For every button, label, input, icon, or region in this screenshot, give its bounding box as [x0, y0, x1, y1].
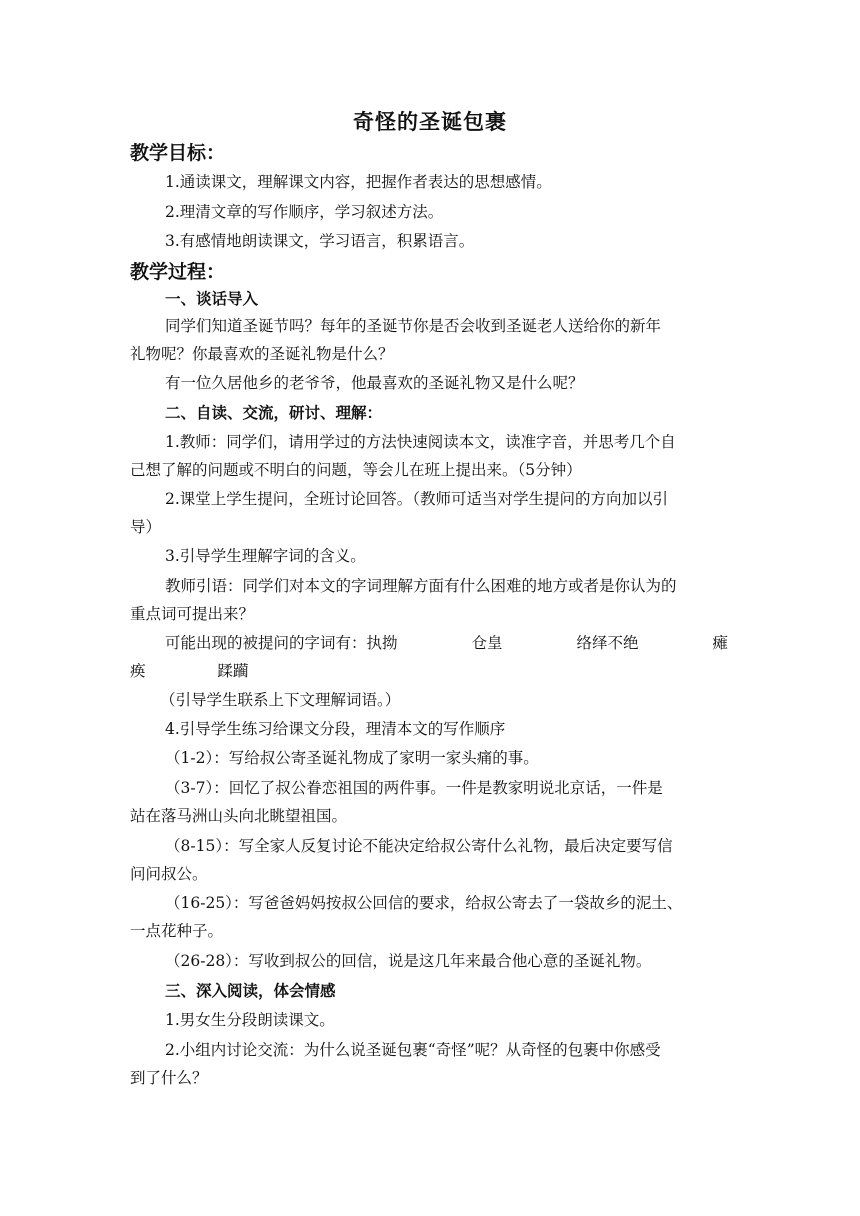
list-item: 到了什么？ — [130, 1069, 208, 1087]
goal-item-3: 3.有感情地朗读课文，学习语言，积累语言。 — [165, 232, 475, 250]
paragraph: 有一位久居他乡的老爷爷，他最喜欢的圣诞礼物又是什么呢？ — [165, 374, 584, 392]
vocab-word: 蹂躏 — [217, 662, 249, 680]
vocab-line — [130, 659, 248, 681]
list-item: 3.引导学生理解字词的含义。 — [165, 547, 366, 565]
list-item: 2.小组内讨论交流：为什么说圣诞包裹“奇怪”呢？从奇怪的包裹中你感受 — [165, 1041, 661, 1059]
paragraph: 同学们知道圣诞节吗？每年的圣诞节你是否会收到圣诞老人送给你的新年 — [165, 317, 662, 335]
paragraph: （引导学生联系上下文理解词语。） — [160, 691, 401, 709]
list-item: 己想了解的问题或不明白的问题，等会儿在班上提出来。（5分钟） — [130, 461, 582, 479]
section-1-heading: 一、谈话导入 — [165, 290, 259, 308]
list-item: 1.男女生分段朗读课文。 — [165, 1011, 335, 1029]
paragraph: 礼物呢？你最喜欢的圣诞礼物是什么？ — [130, 345, 394, 363]
vocab-word: 络绎不绝 — [576, 634, 639, 652]
list-item: 2.课堂上学生提问，全班讨论回答。（教师可适当对学生提问的方向加以引 — [165, 490, 669, 508]
section-2-heading: 二、自读、交流，研讨、理解： — [165, 404, 383, 422]
segment-line: （16-25）：写爸爸妈妈按叔公回信的要求，给叔公寄去了一袋故乡的泥土、 — [165, 894, 683, 912]
segment-line: 问问叔公。 — [130, 865, 208, 883]
section-3-heading: 三、深入阅读，体会情感 — [165, 982, 336, 1000]
goal-item-2: 2.理清文章的写作顺序，学习叙述方法。 — [165, 203, 444, 221]
segment-line: （1-2）：写给叔公寄圣诞礼物成了家明一家头痛的事。 — [165, 749, 539, 767]
segment-line: （8-15）：写全家人反复讨论不能决定给叔公寄什么礼物，最后决定要写信 — [165, 837, 673, 855]
segment-line: （26-28）：写收到叔公的回信，说是这几年来最合他心意的圣诞礼物。 — [165, 952, 652, 970]
process-heading: 教学过程： — [130, 261, 226, 283]
list-item: 1.教师：同学们，请用学过的方法快速阅读本文，读准字音，并思考几个自 — [165, 433, 676, 451]
list-item: 导） — [130, 518, 162, 536]
vocab-line — [165, 631, 728, 653]
vocab-word: 瘫 — [712, 634, 728, 652]
vocab-label: 可能出现的被提问的字词有：执拗 — [165, 634, 398, 652]
list-item: 4.引导学生练习给课文分段，理清本文的写作顺序 — [165, 720, 506, 738]
vocab-word: 痪 — [130, 662, 146, 680]
segment-line: 站在落马洲山头向北眺望祖国。 — [130, 807, 348, 825]
segment-line: 一点花种子。 — [130, 922, 224, 940]
document-title: 奇怪的圣诞包裹 — [353, 110, 507, 134]
paragraph: 教师引语：同学们对本文的字词理解方面有什么困难的地方或者是你认为的 — [165, 577, 677, 595]
goals-heading: 教学目标： — [130, 142, 226, 164]
segment-line: （3-7）：回忆了叔公眷恋祖国的两件事。一件是教家明说北京话，一件是 — [165, 779, 663, 797]
goal-item-1: 1.通读课文，理解课文内容，把握作者表达的思想感情。 — [165, 173, 552, 191]
vocab-word: 仓皇 — [471, 634, 503, 652]
paragraph: 重点词可提出来？ — [130, 605, 255, 623]
